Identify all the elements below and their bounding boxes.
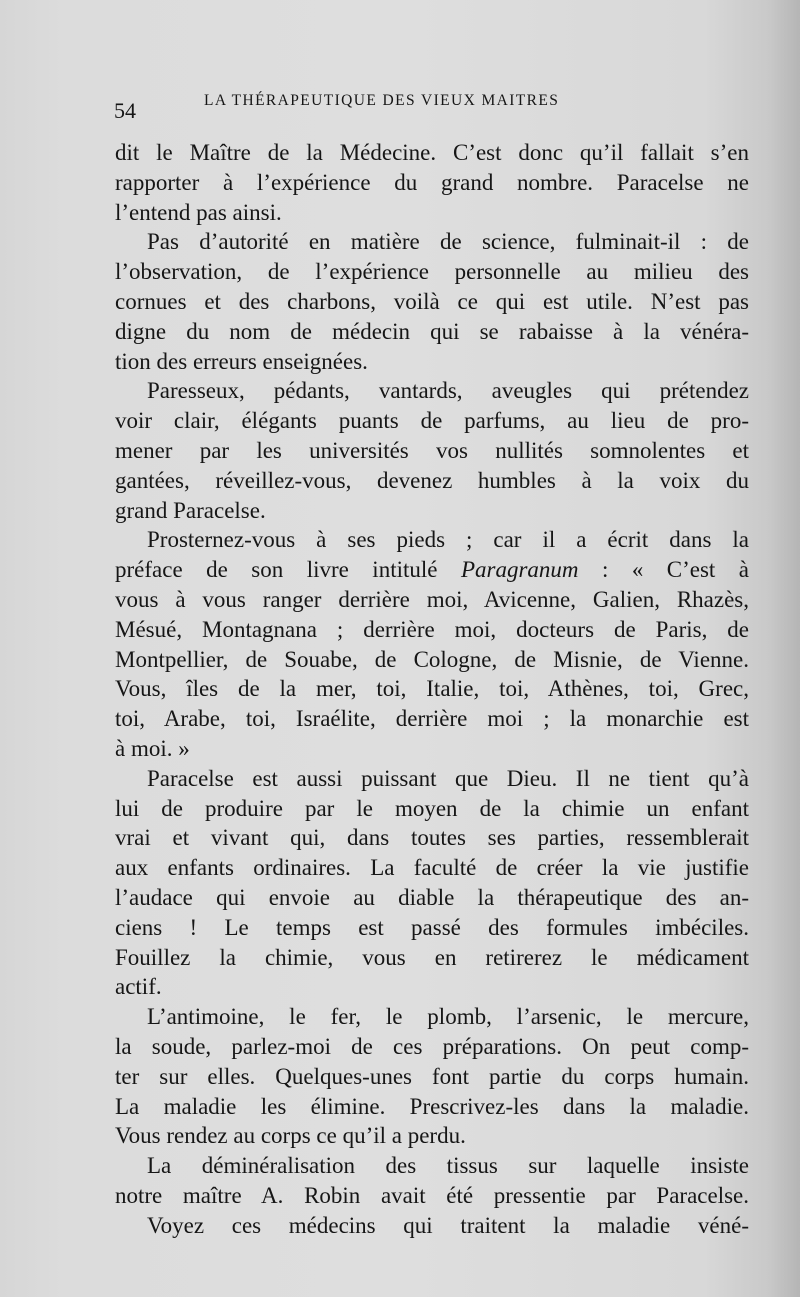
- text-line: [115, 555, 749, 585]
- text-line: tion des erreurs enseignées.: [115, 348, 368, 374]
- text-segment: préface de son livre intitulé: [115, 557, 461, 583]
- text-line: Montpellier, de Souabe, de Cologne, de Misnie, de Vienne.: [115, 646, 749, 672]
- text-line: Paresseux, pédants, vantards, aveugles qui prétendez: [147, 378, 749, 404]
- text-line: notre maître A. Robin avait été pressentie par Paracelse.: [115, 1182, 749, 1208]
- text-line: digne du nom de médecin qui se rabaisse à la vénéra-: [115, 318, 749, 344]
- text-line: Mésué, Montagnana ; derrière moi, docteurs de Paris, de: [115, 616, 749, 642]
- text-line: lui de produire par le moyen de la chimie un enfant: [115, 795, 749, 821]
- running-head: LA THÉRAPEUTIQUE DES VIEUX MAITRES: [204, 92, 560, 109]
- text-line: aux enfants ordinaires. La faculté de créer la vie justifie: [115, 855, 749, 881]
- text-line: voir clair, élégants puants de parfums, au lieu de pro-: [115, 408, 749, 434]
- text-line: cornues et des charbons, voilà ce qui est utile. N’est pas: [115, 288, 749, 314]
- book-title-italic: Paragranum: [460, 557, 579, 583]
- text-line: Vous rendez au corps ce qu’il a perdu.: [115, 1123, 466, 1149]
- text-line: Pas d’autorité en matière de science, fulminait-il : de: [147, 229, 749, 255]
- text-line: l’entend pas ainsi.: [115, 199, 282, 225]
- text-line: Fouillez la chimie, vous en retirerez le médicament: [115, 944, 749, 970]
- text-line: toi, Arabe, toi, Israélite, derrière moi ; la monarchie est: [115, 706, 749, 732]
- text-line: la soude, parlez-moi de ces préparations. On peut comp-: [115, 1033, 749, 1059]
- text-line: l’audace qui envoie au diable la thérapeutique des an-: [115, 884, 749, 910]
- text-line: Vous, îles de la mer, toi, Italie, toi, Athènes, toi, Grec,: [115, 676, 749, 702]
- text-segment: : « C’est à: [578, 557, 749, 583]
- text-line: vrai et vivant qui, dans toutes ses parties, ressemblerait: [115, 825, 749, 851]
- text-line: ciens ! Le temps est passé des formules imbéciles.: [115, 914, 749, 940]
- text-line: L’antimoine, le fer, le plomb, l’arsenic, le mercure,: [147, 1004, 749, 1030]
- text-line: à moi. »: [115, 735, 190, 761]
- text-line: Paracelse est aussi puissant que Dieu. Il ne tient qu’à: [147, 765, 749, 791]
- text-line: vous à vous ranger derrière moi, Avicenne, Galien, Rhazès,: [115, 586, 749, 612]
- text-line: La déminéralisation des tissus sur laquelle insiste: [147, 1153, 749, 1179]
- text-line: mener par les universités vos nullités somnolentes et: [115, 437, 749, 463]
- body-text: [115, 138, 749, 1240]
- page-number: 54: [114, 98, 136, 123]
- text-line: l’observation, de l’expérience personnelle au milieu des: [115, 259, 749, 285]
- text-line: Voyez ces médecins qui traitent la maladie véné-: [147, 1212, 749, 1238]
- text-line: ter sur elles. Quelques-unes font partie du corps humain.: [115, 1063, 749, 1089]
- text-line: actif.: [115, 974, 162, 1000]
- text-line: rapporter à l’expérience du grand nombre. Paracelse ne: [115, 169, 749, 195]
- text-line: grand Paracelse.: [115, 497, 266, 523]
- text-line: dit le Maître de la Médecine. C’est donc qu’il fallait s’en: [115, 140, 749, 165]
- text-line: gantées, réveillez-vous, devenez humbles à la voix du: [115, 467, 749, 493]
- text-line: La maladie les élimine. Prescrivez-les dans la maladie.: [115, 1093, 749, 1119]
- page-header: [114, 92, 674, 122]
- text-line: Prosternez-vous à ses pieds ; car il a écrit dans la: [147, 527, 749, 553]
